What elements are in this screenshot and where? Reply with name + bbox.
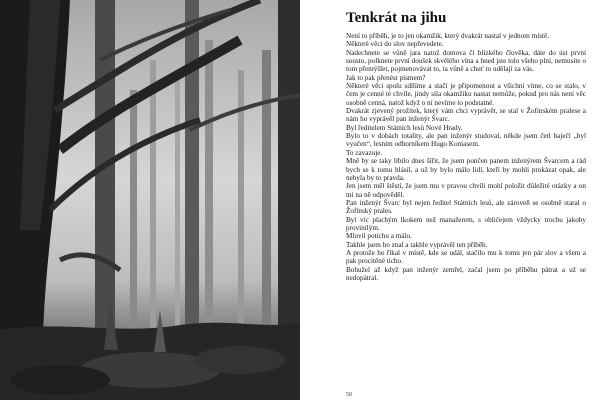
paragraph: Některé věci do slov nepřevedete. xyxy=(346,40,444,49)
paragraph: Bylo to v dobách totality, ale pan inženýr studoval, někde jsem četl baječí „byl vyučen“, lesním odborníkem Hugo Koniasem. xyxy=(346,132,586,149)
chapter-title: Tenkrát na jihu xyxy=(346,10,447,26)
paragraph: Takhle jsem ho znal a takhle vyprávěl ten příběh. xyxy=(346,240,488,249)
paragraph: Není to příběh, je to jen okamžik, který dvakrát nastal v jednom místě. xyxy=(346,32,549,40)
paragraph: A protože ho říkal v místě, kde se udál, stačilo mu k tomu jen pár slov a všem a pak procitěné ticho. xyxy=(346,248,586,266)
paragraph: Nadechnete se vůně jara natož domova či blízkého člověka, dáte do úst první sousto, polknete první doušek skvělého vína a hned jste tolo všeho plní, nemusíte o tom přemýšlet, pojmenovávat to, ta vůně a chuť to udělají za vás. xyxy=(346,48,586,74)
paragraph: Byl víc plachým lkokem než manažerem, s obličejem vždycky trochu jakoby provinilým. xyxy=(346,215,586,232)
paragraph: Mně by se taky líbilo dnes šířit, že jsem pončen panem inženýrem Švarcem a rád bych se k tomu hlásil, a už by bylo málo lidí, kteří by mohli prokázat opak, ale nebyla by to pravda. xyxy=(346,157,586,182)
paragraph: Pan inženýr Švarc byl nejen ředitel Státních lesů, ale zároveň se osobně staral o Žofínský prales. xyxy=(346,198,586,216)
page-number: 50 xyxy=(346,392,352,398)
paragraph: Jen jsem měl štěstí, že jsem mu v pravou chvíli mohl položit důležité otázky a on mi na ně odpověděl. xyxy=(346,182,586,199)
chapter-body xyxy=(346,32,586,282)
paragraph: Mluvil potichu a málo. xyxy=(346,232,412,241)
paragraph: Byl ředitelem Státních lesů Nové Hrady. xyxy=(346,123,463,132)
text-page xyxy=(300,0,600,400)
paragraph: Bohužel až když pan inženýr zemřel, začal jsem po příběhu pátrat a už se nedopátral. xyxy=(346,265,586,282)
paragraph: Jak to pak přenést písmem? xyxy=(346,73,426,82)
paragraph: To zavazuje. xyxy=(346,148,383,157)
paragraph: Některé věci spolu sdílíme a stačí je připomenout a všichni víme, co se stalo, v čem je cenné té chvíle, jindy sila okamžiku nastat nemůže, pokud pro nás není věc osobně cenná, natož když o ní nevíme to podstatné. xyxy=(346,82,586,107)
paragraph: Dvakrát zjevený prožitek, který vám chci vyprávět, se stal v Žofínském pralese a nám ho vyprávěl pan inženýr Švarc. xyxy=(346,107,586,124)
